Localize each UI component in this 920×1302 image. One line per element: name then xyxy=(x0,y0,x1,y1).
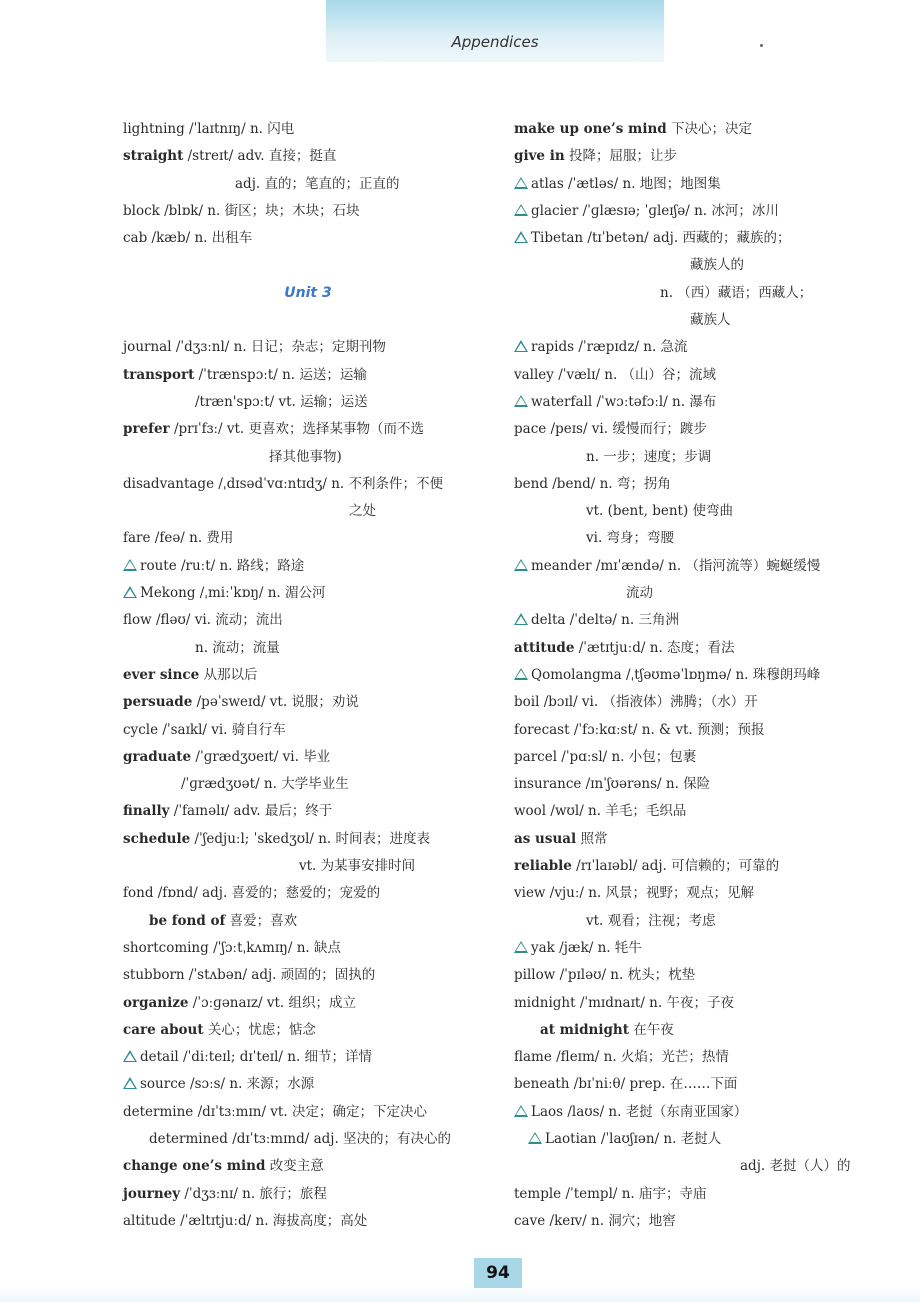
vocab-entry xyxy=(514,853,884,880)
entry-text: 改变主意 xyxy=(265,1158,324,1175)
entry-text: vi. 弯身；弯腰 xyxy=(586,530,675,547)
vocab-entry xyxy=(514,1044,884,1071)
headword: straight xyxy=(123,148,184,165)
vocab-entry xyxy=(123,962,503,989)
entry-text: /streɪt/ adv. 直接；挺直 xyxy=(183,148,337,165)
vocab-entry xyxy=(514,198,884,225)
vocab-entry xyxy=(514,362,884,389)
vocab-entry xyxy=(514,389,884,416)
entry-text: /ˈɡrædʒʊət/ n. 大学毕业生 xyxy=(181,776,349,793)
vocab-entry xyxy=(514,798,884,825)
vocab-entry xyxy=(123,990,503,1017)
vocab-entry xyxy=(123,662,503,689)
triangle-icon xyxy=(514,613,528,625)
vocab-entry xyxy=(123,1181,503,1208)
vocab-entry xyxy=(514,689,884,716)
vocab-entry xyxy=(123,1099,503,1126)
vocab-entry xyxy=(123,553,503,580)
triangle-icon xyxy=(123,1050,137,1062)
entry-text: determine /dɪˈtɜːmɪn/ vt. 决定；确定；下定决心 xyxy=(123,1103,427,1120)
entry-text: 从那以后 xyxy=(199,666,258,683)
triangle-icon xyxy=(514,204,528,216)
triangle-icon xyxy=(514,668,528,680)
header-banner xyxy=(326,0,664,62)
entry-text: wool /wʊl/ n. 羊毛；毛织品 xyxy=(514,803,687,820)
entry-text: fond /fɒnd/ adj. 喜爱的；慈爱的；宠爱的 xyxy=(123,885,381,902)
vocab-entry xyxy=(514,1071,884,1098)
vocab-entry xyxy=(123,607,503,634)
entry-text: insurance /ɪnˈʃʊərəns/ n. 保险 xyxy=(514,776,711,793)
entry-text: altitude /ˈæltɪtjuːd/ n. 海拔高度；高处 xyxy=(123,1212,368,1229)
triangle-icon xyxy=(514,559,528,571)
vocab-entry xyxy=(123,908,503,935)
vocab-entry xyxy=(514,717,884,744)
entry-text: /ˈætɪtjuːd/ n. 态度；看法 xyxy=(574,639,735,656)
entry-text: pillow /ˈpɪləʊ/ n. 枕头；枕垫 xyxy=(514,967,696,984)
entry-text: /rɪˈlaɪəbl/ adj. 可信赖的；可靠的 xyxy=(571,858,780,875)
vocab-entry xyxy=(123,1017,503,1044)
triangle-icon xyxy=(123,586,137,598)
entry-text: /ˈtrænspɔːt/ n. 运送；运输 xyxy=(194,366,367,383)
vocab-entry xyxy=(123,880,503,907)
vocab-entry xyxy=(123,525,503,552)
vocab-entry xyxy=(123,1071,503,1098)
vocab-entry xyxy=(514,990,884,1017)
entry-text: determined /dɪˈtɜːmɪnd/ adj. 坚决的；有决心的 xyxy=(149,1130,452,1147)
headword: graduate xyxy=(123,748,192,765)
vocab-entry xyxy=(123,225,503,252)
vocab-entry xyxy=(514,826,884,853)
vocab-entry xyxy=(514,1017,884,1044)
entry-text: n. 一步；速度；步调 xyxy=(586,448,712,465)
entry-text: /træn'spɔːt/ vt. 运输；运送 xyxy=(195,393,368,410)
vocab-entry xyxy=(514,143,884,170)
headword: attitude xyxy=(514,639,575,656)
vocab-entry xyxy=(514,171,884,198)
headword: care about xyxy=(123,1021,204,1038)
vocab-entry xyxy=(123,143,503,170)
vocab-entry xyxy=(514,1208,884,1235)
entry-text: rapids /ˈræpɪdz/ n. 急流 xyxy=(531,339,688,356)
vocab-entry xyxy=(514,880,884,907)
entry-text: 在午夜 xyxy=(628,1021,674,1038)
entry-text: fare /feə/ n. 费用 xyxy=(123,530,234,547)
entry-text: 照常 xyxy=(576,830,608,847)
footer-band xyxy=(0,1284,920,1302)
vocab-entry xyxy=(123,689,503,716)
headword: change one’s mind xyxy=(123,1158,266,1175)
triangle-icon xyxy=(514,231,528,243)
headword: make up one’s mind xyxy=(514,121,667,137)
entry-text: glacier /ˈɡlæsɪə; ˈɡleɪʃə/ n. 冰河；冰川 xyxy=(531,202,779,219)
triangle-icon xyxy=(123,559,137,571)
vocab-entry xyxy=(514,662,884,689)
entry-text: n. 流动；流量 xyxy=(195,639,280,656)
entry-text: temple /ˈtempl/ n. 庙宇；寺庙 xyxy=(514,1185,707,1202)
entry-text: /ˈʃedjuːl; ˈskedʒʊl/ n. 时间表；进度表 xyxy=(190,830,431,847)
vocab-entry xyxy=(123,1153,503,1180)
headword: give in xyxy=(514,148,565,165)
vocab-entry xyxy=(514,307,884,334)
entry-text: 关心；忧虑；惦念 xyxy=(203,1021,316,1038)
entry-text: /ˈɔːɡənaɪz/ vt. 组织；成立 xyxy=(188,994,356,1011)
triangle-icon xyxy=(514,177,528,189)
entry-text: vt. 为某事安排时间 xyxy=(299,858,416,875)
headword: organize xyxy=(123,994,189,1011)
entry-text: route /ruːt/ n. 路线；路途 xyxy=(140,557,305,574)
vocab-entry xyxy=(123,416,503,443)
vocab-entry xyxy=(514,935,884,962)
vocab-entry xyxy=(514,744,884,771)
vocab-entry xyxy=(514,334,884,361)
entry-text: pace /peɪs/ vi. 缓慢而行；踱步 xyxy=(514,421,707,438)
page-number: 94 xyxy=(474,1258,522,1288)
spacer xyxy=(123,252,503,279)
vocab-entry xyxy=(514,280,884,307)
entry-text: yak /jæk/ n. 牦牛 xyxy=(531,939,642,956)
entry-text: journal /ˈdʒɜːnl/ n. 日记；杂志；定期刊物 xyxy=(123,339,386,356)
headword: finally xyxy=(123,803,170,820)
vocab-entry xyxy=(514,116,884,143)
vocab-entry xyxy=(123,116,503,143)
vocab-entry xyxy=(123,444,503,471)
headword: prefer xyxy=(123,421,170,438)
headword: reliable xyxy=(514,858,572,875)
entry-text: 之处 xyxy=(349,503,376,520)
entry-text: 藏族人的 xyxy=(690,257,744,274)
vocab-entry xyxy=(514,962,884,989)
entry-text: cab /kæb/ n. 出租车 xyxy=(123,230,253,247)
entry-text: flow /fləʊ/ vi. 流动；流出 xyxy=(123,612,283,629)
vocab-entry xyxy=(123,1208,503,1235)
headword: at midnight xyxy=(540,1021,629,1038)
entry-text: /ˈɡrædʒʊeɪt/ vi. 毕业 xyxy=(191,748,331,765)
triangle-icon xyxy=(123,1077,137,1089)
entry-text: midnight /ˈmɪdnaɪt/ n. 午夜；子夜 xyxy=(514,994,734,1011)
entry-text: n. （西）藏语；西藏人； xyxy=(660,284,813,301)
vocab-entry xyxy=(514,607,884,634)
entry-text: Qomolangma /ˌtʃəʊməˈlɒŋmə/ n. 珠穆朗玛峰 xyxy=(531,666,821,683)
vocab-entry xyxy=(123,498,503,525)
vocab-entry xyxy=(514,580,884,607)
entry-text: Tibetan /tɪˈbetən/ adj. 西藏的；藏族的； xyxy=(531,230,791,247)
vocab-entry xyxy=(514,771,884,798)
entry-text: Laotian /ˈlaʊʃɪən/ n. 老挝人 xyxy=(545,1130,722,1147)
headword: as usual xyxy=(514,830,577,847)
vocab-entry xyxy=(514,444,884,471)
vocab-entry xyxy=(514,498,884,525)
vocab-entry xyxy=(514,1099,884,1126)
headword: persuade xyxy=(123,694,193,711)
vocab-entry xyxy=(123,635,503,662)
left-column xyxy=(123,116,503,1235)
vocab-entry xyxy=(514,471,884,498)
vocab-entry xyxy=(123,935,503,962)
entry-text: vt. (bent, bent) 使弯曲 xyxy=(586,503,734,520)
entry-text: detail /ˈdiːteɪl; dɪˈteɪl/ n. 细节；详情 xyxy=(140,1049,373,1066)
entry-text: cave /keɪv/ n. 洞穴；地窖 xyxy=(514,1212,676,1229)
triangle-icon xyxy=(514,941,528,953)
entry-text: valley /ˈvælɪ/ n. （山）谷；流域 xyxy=(514,366,717,383)
right-column xyxy=(514,116,884,1235)
entry-text: /pəˈsweɪd/ vt. 说服；劝说 xyxy=(192,694,359,711)
entry-text: view /vjuː/ n. 风景；视野；观点；见解 xyxy=(514,885,755,902)
entry-text: stubborn /ˈstʌbən/ adj. 顽固的；固执的 xyxy=(123,967,376,984)
entry-text: boil /bɔɪl/ vi. （指液体）沸腾；（水）开 xyxy=(514,694,758,711)
entry-text: bend /bend/ n. 弯；拐角 xyxy=(514,475,671,492)
vocab-entry xyxy=(514,635,884,662)
headword: transport xyxy=(123,366,195,383)
entry-text: lightning /ˈlaɪtnɪŋ/ n. 闪电 xyxy=(123,121,295,137)
entry-text: /ˈfaɪnəlɪ/ adv. 最后；终于 xyxy=(169,803,333,820)
vocab-entry xyxy=(123,853,503,880)
triangle-icon xyxy=(528,1132,542,1144)
unit-heading: Unit 3 xyxy=(284,284,332,301)
vocab-entry xyxy=(514,553,884,580)
entry-text: adj. 直的；笔直的；正直的 xyxy=(235,175,400,192)
vocab-entry xyxy=(514,908,884,935)
vocab-entry xyxy=(123,744,503,771)
entry-text: delta /ˈdeltə/ n. 三角洲 xyxy=(531,612,679,629)
entry-text: disadvantage /ˌdɪsədˈvɑːntɪdʒ/ n. 不利条件；不便 xyxy=(123,475,443,492)
header-dot xyxy=(760,44,763,47)
entry-text: 喜爱；喜欢 xyxy=(225,912,298,929)
entry-text: adj. 老挝（人）的 xyxy=(740,1158,851,1175)
headword: be fond of xyxy=(149,912,226,929)
entry-text: 流动 xyxy=(626,585,653,602)
headword: schedule xyxy=(123,830,191,847)
entry-text: forecast /ˈfɔːkɑːst/ n. & vt. 预测；预报 xyxy=(514,721,765,738)
vocab-entry xyxy=(514,416,884,443)
entry-text: 投降；屈服；让步 xyxy=(564,148,677,165)
spacer xyxy=(123,307,503,334)
entry-text: /ˈdʒɜːnɪ/ n. 旅行；旅程 xyxy=(180,1185,327,1202)
vocab-entry xyxy=(123,198,503,225)
entry-text: cycle /ˈsaɪkl/ vi. 骑自行车 xyxy=(123,721,286,738)
vocab-entry xyxy=(123,771,503,798)
triangle-icon xyxy=(514,1105,528,1117)
vocab-entry xyxy=(514,1153,884,1180)
vocab-entry xyxy=(123,334,503,361)
vocab-entry xyxy=(514,252,884,279)
entry-text: shortcoming /ˈʃɔːtˌkʌmɪŋ/ n. 缺点 xyxy=(123,939,341,956)
entry-text: 择其他事物) xyxy=(269,448,342,465)
entry-text: meander /mɪˈændə/ n. （指河流等）蜿蜒缓慢 xyxy=(531,557,821,574)
entry-text: Mekong /ˌmiːˈkɒŋ/ n. 湄公河 xyxy=(140,585,326,602)
entry-text: 藏族人 xyxy=(690,312,731,329)
entry-text: Laos /laʊs/ n. 老挝（东南亚国家） xyxy=(531,1103,748,1120)
vocab-entry xyxy=(123,471,503,498)
vocab-entry xyxy=(123,717,503,744)
entry-text: beneath /bɪˈniːθ/ prep. 在……下面 xyxy=(514,1076,738,1093)
entry-text: waterfall /ˈwɔːtəfɔːl/ n. 瀑布 xyxy=(531,393,717,410)
vocab-entry xyxy=(123,362,503,389)
entry-text: parcel /ˈpɑːsl/ n. 小包；包裹 xyxy=(514,748,697,765)
entry-text: flame /fleɪm/ n. 火焰；光芒；热情 xyxy=(514,1049,729,1066)
vocab-entry xyxy=(514,1126,884,1153)
triangle-icon xyxy=(514,395,528,407)
entry-text: /prɪˈfɜː/ vt. 更喜欢；选择某事物（而不选 xyxy=(169,421,425,438)
entry-text: source /sɔːs/ n. 来源；水源 xyxy=(140,1076,315,1093)
vocab-entry xyxy=(123,798,503,825)
entry-text: block /blɒk/ n. 街区；块；木块；石块 xyxy=(123,202,360,219)
entry-text: 下决心；决定 xyxy=(666,121,753,137)
vocab-entry xyxy=(123,826,503,853)
vocab-entry xyxy=(514,525,884,552)
vocab-entry xyxy=(123,171,503,198)
vocab-entry xyxy=(123,1126,503,1153)
headword: ever since xyxy=(123,666,200,683)
vocab-entry xyxy=(123,580,503,607)
triangle-icon xyxy=(514,340,528,352)
vocab-entry xyxy=(514,225,884,252)
vocab-entry xyxy=(123,389,503,416)
headword: journey xyxy=(123,1185,181,1202)
vocab-entry xyxy=(514,1181,884,1208)
entry-text: atlas /ˈætləs/ n. 地图；地图集 xyxy=(531,175,721,192)
entry-text: vt. 观看；注视；考虑 xyxy=(586,912,716,929)
vocab-entry xyxy=(123,1044,503,1071)
section-title: Appendices xyxy=(451,33,539,51)
